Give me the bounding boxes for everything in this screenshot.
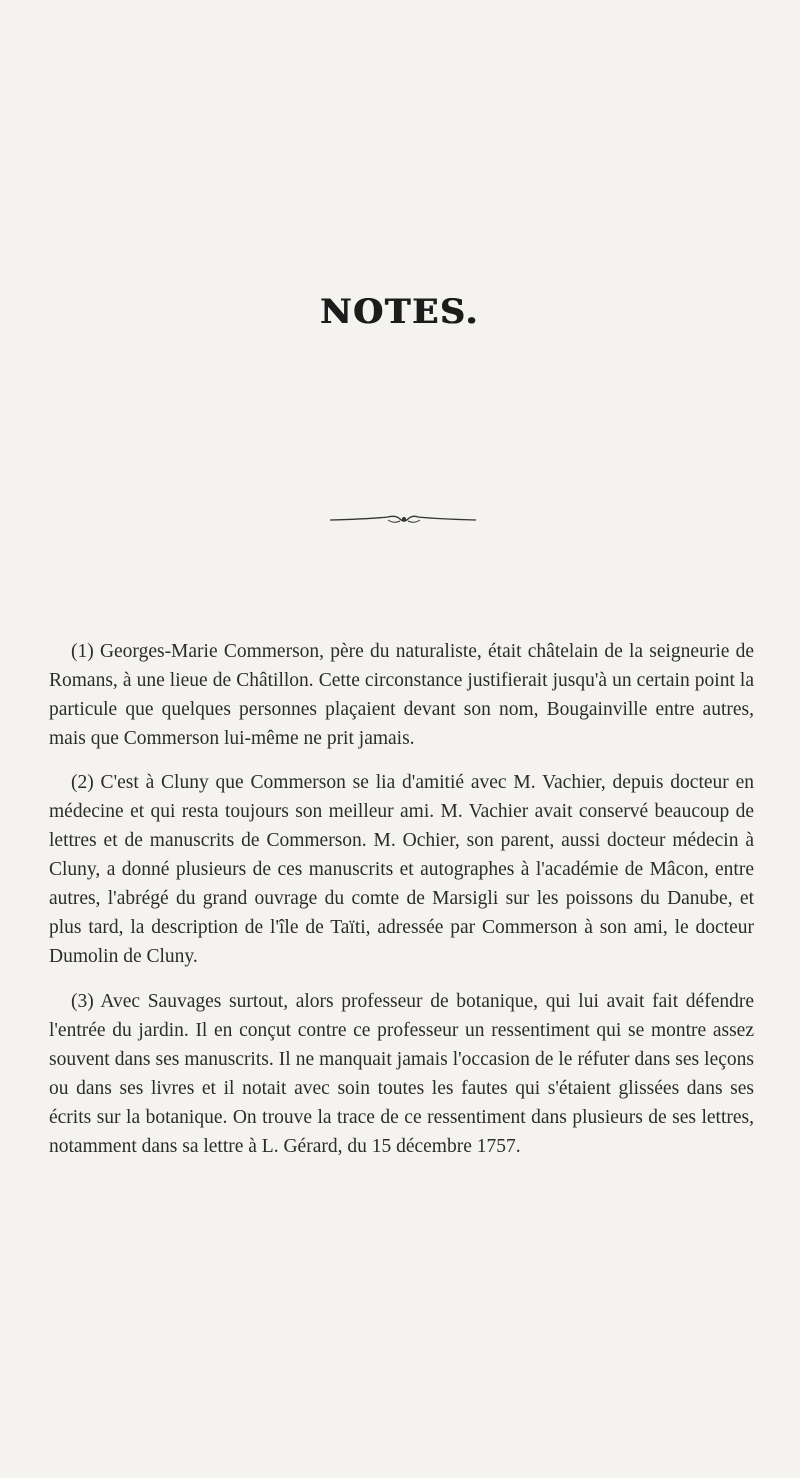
footnote-3: (3) Avec Sauvages surtout, alors professeur de botanique, qui lui avait fait défendre l'entrée du jardin. Il en conçut contre ce professeur un ressentiment qui se montre assez souvent dans ses manuscrits. Il ne manquait jamais l'occasion de le réfuter dans ses leçons ou dans ses livres et il notait avec soin toutes les fautes qui s'étaient glissées dans ses écrits sur la botanique. On trouve la trace de ce ressentiment dans plusieurs de ses lettres, notamment dans sa lettre à L. Gérard, du 15 décembre 1757. xyxy=(49,991,754,1157)
decorative-rule-ornament-icon xyxy=(328,511,478,527)
page-title: NOTES. xyxy=(320,292,480,332)
footnote-1: (1) Georges-Marie Commerson, père du naturaliste, était châtelain de la seigneurie de Romans, à une lieue de Châtillon. Cette circonstance justifierait jusqu'à un certain point la particule que quelques personnes plaçaient devant son nom, Bougainville entre autres, mais que Commerson lui-même ne prit jamais. xyxy=(49,641,754,749)
footnotes xyxy=(49,637,754,1176)
footnote-2: (2) C'est à Cluny que Commerson se lia d'amitié avec M. Vachier, depuis docteur en médecine et qui resta toujours son meilleur ami. M. Vachier avait conservé beaucoup de lettres et de manuscrits de Commerson. M. Ochier, son parent, aussi docteur médecin à Cluny, a donné plusieurs de ces manuscrits et autographes à l'académie de Mâcon, entre autres, l'abrégé du grand ouvrage du comte de Marsigli sur les poissons du Danube, et plus tard, la description de l'île de Taïti, adressée par Commerson à son ami, le docteur Dumolin de Cluny. xyxy=(49,772,754,967)
